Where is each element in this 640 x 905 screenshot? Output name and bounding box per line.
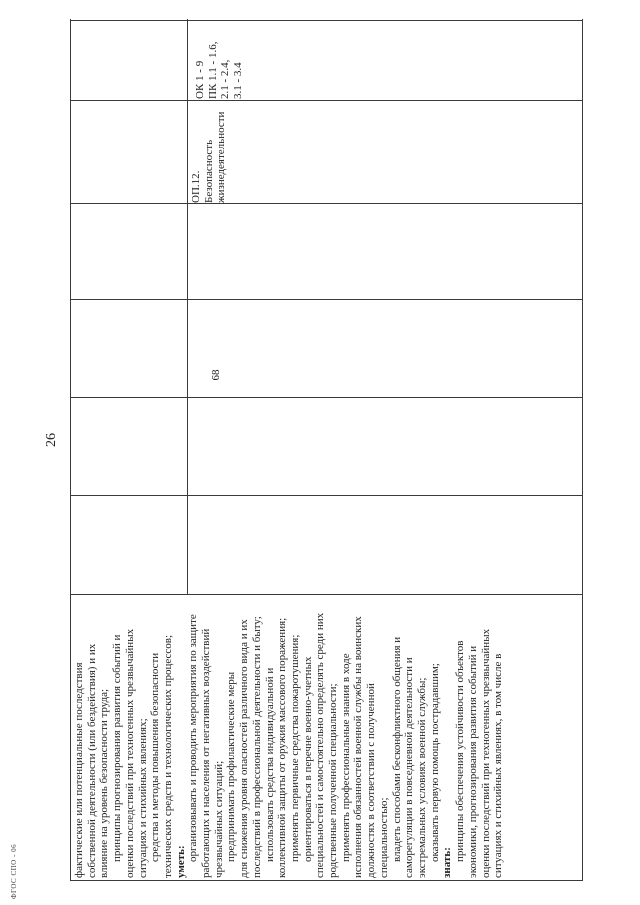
description-line: должностях в соответствии с полученной: [365, 683, 378, 878]
discipline-name-line1: Безопасность: [202, 139, 215, 203]
description-line: технических средств и технологических процессов;: [161, 634, 174, 878]
description-line: оценки последствий при техногенных чрезвычайных: [123, 628, 136, 878]
requirements-text: [73, 598, 505, 878]
description-line: предпринимать профилактические меры: [225, 671, 238, 862]
description-line: исполнения обязанностей военной службы на воинских: [352, 616, 365, 878]
page-number: 26: [44, 433, 59, 447]
description-line: для снижения уровня опасностей различного вида и их: [238, 619, 251, 878]
discipline-cell: [190, 101, 228, 203]
description-line: экстремальных условиях военной службы;: [415, 677, 428, 878]
description-line: средства и методы повышения безопасности: [149, 652, 162, 862]
description-line: уметь:: [174, 845, 187, 878]
description-line: ситуациях и стихийных явлениях;: [136, 718, 149, 878]
description-line: саморегуляции в повседневной деятельности и: [403, 657, 416, 878]
description-line: знать:: [441, 847, 454, 878]
description-line: оценки последствий при техногенных чрезвычайных: [479, 628, 492, 878]
footer-code: ФГОС СПО - 06: [10, 843, 18, 899]
description-line: экономики, прогнозирования развития событий и: [466, 645, 479, 878]
description-line: оказывать первую помощь пострадавшим;: [428, 663, 441, 862]
description-line: влияние на уровень безопасности труда;: [98, 688, 111, 878]
description-line: специальностей и самостоятельно определять среди них: [314, 612, 327, 878]
description-line: родственные полученной специальности;: [327, 683, 340, 878]
hours-cell: 68: [210, 369, 222, 381]
description-line: организовывать и проводить мероприятия по защите: [187, 614, 200, 862]
description-line: чрезвычайных ситуаций;: [212, 760, 225, 878]
description-line: коллективной защиты от оружия массового поражения;: [276, 617, 289, 878]
description-line: владеть способами бесконфликтного общения и: [390, 636, 403, 862]
discipline-code: ОП.12.: [190, 170, 202, 203]
description-line: применять первичные средства пожаротушения;: [288, 634, 301, 862]
competency: 3.1 - 3.4: [232, 62, 245, 99]
description-line: последствий в профессиональной деятельности и быту;: [250, 616, 263, 878]
competencies-cell: [194, 21, 245, 99]
description-line: принципы обеспечения устойчивости объектов: [454, 640, 467, 862]
description-line: фактические или потенциальные последствия: [73, 662, 85, 878]
description-line: использовать средства индивидуальной и: [263, 667, 276, 862]
competency: 2.1 - 2.4,: [219, 59, 232, 99]
competency: ОК 1 - 9: [194, 60, 206, 99]
competency: ПК 1.1 - 1.6,: [206, 41, 219, 99]
description-line: ориентироваться в перечне военно-учетных: [301, 656, 314, 862]
description-line: собственной деятельности (или бездействия) и их: [85, 643, 98, 878]
curriculum-table: [70, 19, 583, 881]
description-line: применять профессиональные знания в ходе: [339, 653, 352, 862]
description-line: ситуациях и стихийных явлениях, в том числе в: [492, 653, 505, 878]
description-line: работающих и населения от негативных воздействий: [200, 628, 213, 878]
discipline-name-line2: жизнедеятельности: [215, 111, 228, 203]
description-line: принципы прогнозирования развития событий и: [111, 634, 124, 862]
description-line: специальностью;: [377, 797, 390, 878]
